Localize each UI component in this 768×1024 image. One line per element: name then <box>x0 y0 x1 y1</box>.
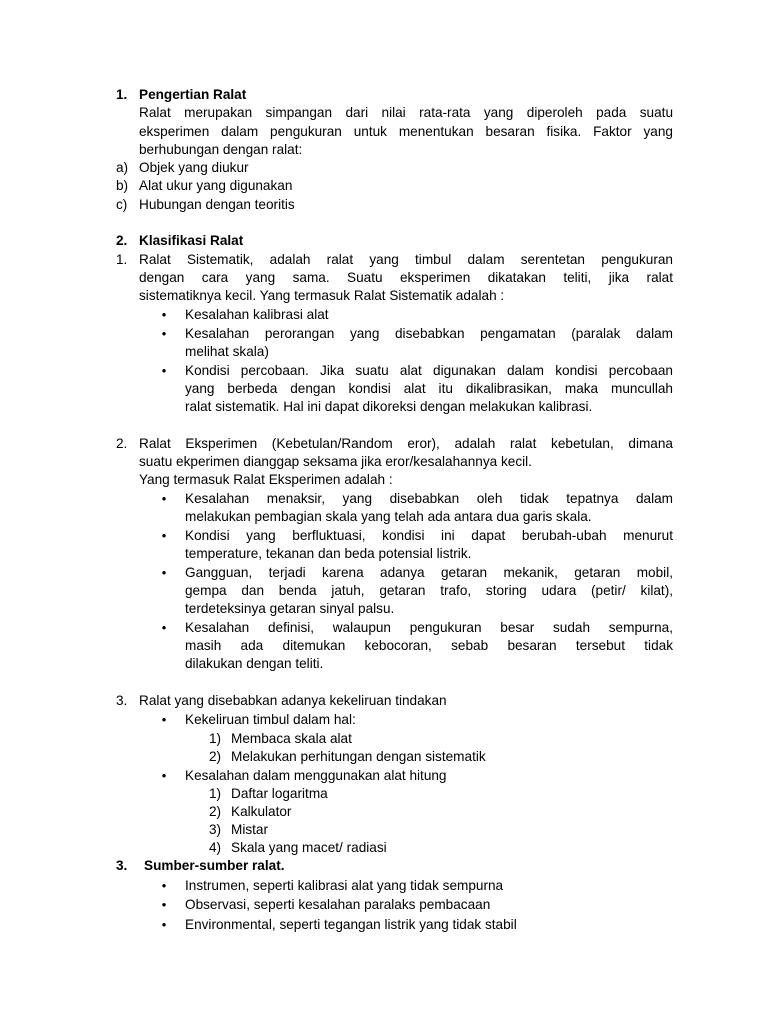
section-number: 2. <box>116 233 128 248</box>
sub-list-marker: 4) <box>209 840 222 855</box>
bullet-icon: • <box>161 491 167 506</box>
sub-list-item: Mistar <box>231 822 269 837</box>
sub-list-marker: 1) <box>209 786 222 801</box>
bullet-icon: • <box>161 620 167 635</box>
bullet-item: masih ada ditemukan kebocoran, sebab besaran tersebut tidak <box>185 638 673 653</box>
list-marker: 3. <box>116 693 128 708</box>
bullet-item: gempa dan benda jatuh, getaran trafo, storing udara (petir/ kilat), <box>185 583 673 598</box>
bullet-item: Kondisi percobaan. Jika suatu alat digunakan dalam kondisi percobaan <box>185 363 673 378</box>
bullet-item: Kesalahan kalibrasi alat <box>185 307 329 322</box>
sub-list-item: Kalkulator <box>231 804 292 819</box>
bullet-item: Kesalahan menaksir, yang disebabkan oleh tidak tepatnya dalam <box>185 491 673 506</box>
section-title: Sumber-sumber ralat. <box>144 858 285 873</box>
sub-list-item: Skala yang macet/ radiasi <box>231 840 387 855</box>
list-item: Hubungan dengan teoritis <box>139 197 295 212</box>
paragraph-line: suatu ekperimen dianggap seksama jika eror/kesalahannya kecil. <box>139 454 532 469</box>
list-item: Alat ukur yang digunakan <box>139 178 293 193</box>
bullet-item: Instrumen, seperti kalibrasi alat yang tidak sempurna <box>185 878 504 893</box>
list-marker: 1. <box>116 252 128 267</box>
sub-list-item: Melakukan perhitungan dengan sistematik <box>231 749 486 764</box>
bullet-icon: • <box>161 897 167 912</box>
sub-list-marker: 3) <box>209 822 222 837</box>
paragraph-line: Ralat merupakan simpangan dari nilai rata-rata yang diperoleh pada suatu <box>139 105 673 120</box>
list-marker: 2. <box>116 436 128 451</box>
paragraph-line: Ralat Sistematik, adalah ralat yang timbul dalam serentetan pengukuran <box>139 252 673 267</box>
bullet-item: melihat skala) <box>185 344 269 359</box>
bullet-item: ralat sistematik. Hal ini dapat dikoreksi dengan melakukan kalibrasi. <box>185 399 593 414</box>
bullet-item: yang berbeda dengan kondisi alat itu dikalibrasikan, maka muncullah <box>185 381 673 396</box>
bullet-icon: • <box>161 878 167 893</box>
bullet-icon: • <box>161 565 167 580</box>
paragraph-line: Yang termasuk Ralat Eksperimen adalah : <box>139 472 393 487</box>
bullet-icon: • <box>161 712 167 727</box>
section-number: 3. <box>116 858 128 873</box>
list-marker: a) <box>116 160 129 175</box>
paragraph-line: Ralat Eksperimen (Kebetulan/Random eror), adalah ralat kebetulan, dimana <box>139 436 673 451</box>
sub-list-marker: 2) <box>209 749 222 764</box>
bullet-item: terdeteksinya getaran sinyal palsu. <box>185 601 395 616</box>
sub-list-marker: 2) <box>209 804 222 819</box>
sub-list-item: Membaca skala alat <box>231 731 352 746</box>
paragraph-line: berhubungan dengan ralat: <box>139 142 303 157</box>
section-number: 1. <box>116 87 128 102</box>
bullet-item: melakukan pembagian skala yang telah ada antara dua garis skala. <box>185 509 592 524</box>
bullet-icon: • <box>161 917 167 932</box>
list-marker: b) <box>116 178 129 193</box>
paragraph-line: eksperimen dalam pengukuran untuk menentukan besaran fisika. Faktor yang <box>139 124 673 139</box>
section-title: Klasifikasi Ralat <box>139 233 244 248</box>
list-marker: c) <box>116 197 128 212</box>
bullet-icon: • <box>161 768 167 783</box>
bullet-icon: • <box>161 528 167 543</box>
list-item: Objek yang diukur <box>139 160 249 175</box>
paragraph-line: sistematiknya kecil. Yang termasuk Ralat Sistematik adalah : <box>139 288 505 303</box>
bullet-icon: • <box>161 326 167 341</box>
bullet-item: dilakukan dengan teliti. <box>185 656 324 671</box>
bullet-icon: • <box>161 363 167 378</box>
section-title: Pengertian Ralat <box>139 87 247 102</box>
bullet-item: temperature, tekanan dan beda potensial listrik. <box>185 546 472 561</box>
bullet-item: Observasi, seperti kesalahan paralaks pembacaan <box>185 897 491 912</box>
sub-list-marker: 1) <box>209 731 222 746</box>
bullet-item: Gangguan, terjadi karena adanya getaran mekanik, getaran mobil, <box>185 565 673 580</box>
bullet-item: Kekeliruan timbul dalam hal: <box>185 712 356 727</box>
bullet-item: Kesalahan dalam menggunakan alat hitung <box>185 768 447 783</box>
paragraph-line: dengan cara yang sama. Suatu eksperimen dikatakan teliti, jika ralat <box>139 270 673 285</box>
bullet-item: Kesalahan definisi, walaupun pengukuran besar sudah sempurna, <box>185 620 673 635</box>
bullet-item: Kesalahan perorangan yang disebabkan pengamatan (paralak dalam <box>185 326 673 341</box>
sub-list-item: Daftar logaritma <box>231 786 328 801</box>
bullet-icon: • <box>161 307 167 322</box>
bullet-item: Kondisi yang berfluktuasi, kondisi ini dapat berubah-ubah menurut <box>185 528 673 543</box>
paragraph-line: Ralat yang disebabkan adanya kekeliruan tindakan <box>139 693 447 708</box>
bullet-item: Environmental, seperti tegangan listrik yang tidak stabil <box>185 917 517 932</box>
